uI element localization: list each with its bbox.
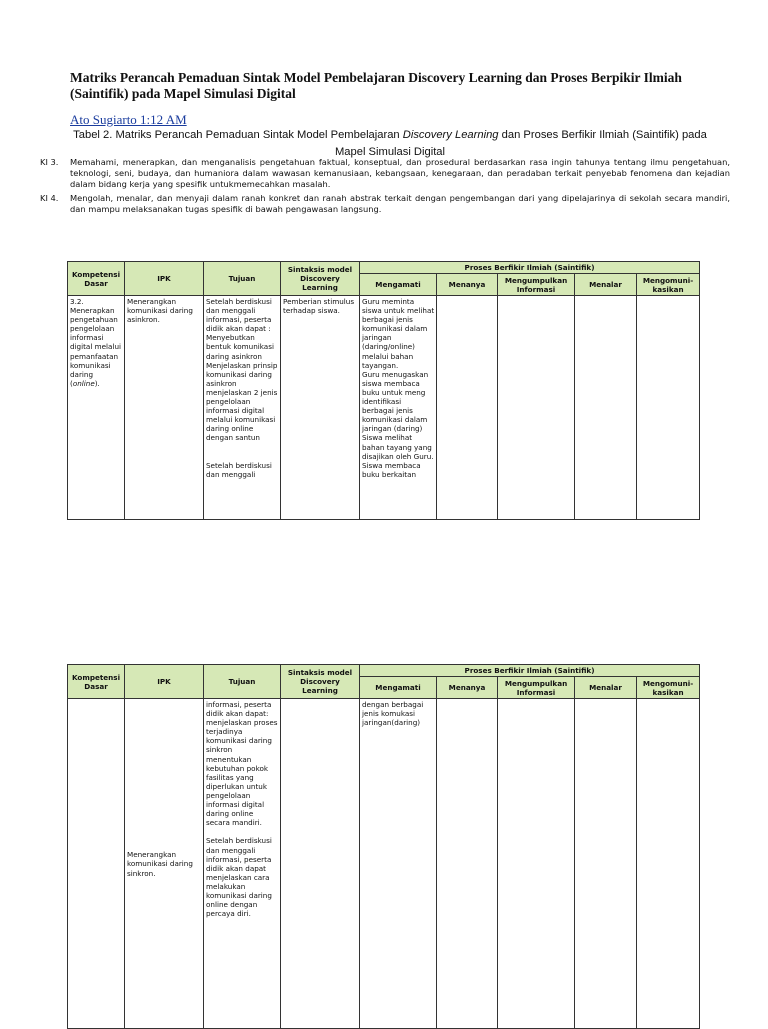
header-tujuan: Tujuan [204,665,281,699]
header-menanya: Menanya [437,274,498,296]
cell-kd [68,699,125,1029]
caption-part2: dan Proses Berfikir Ilmiah (Saintifik) pada Mapel Simulasi Digital [334,129,707,158]
cell-tujuan: informasi, peserta didik akan dapat: menjelaskan proses terjadinya komunikasi daring sinkron menentukan kebutuhan pokok fasilitas yang diperlukan untuk pengelolaan informasi digital daring online secara mandiri. Setelah berdiskusi dan menggali informasi, peserta didik akan dapat menjelaskan cara melakukan komunikasi daring online dengan percaya diri. [204,699,281,1029]
cell-ipk: Menerangkan komunikasi daring asinkron. [125,296,204,520]
header-proses: Proses Berfikir Ilmiah (Saintifik) [360,665,700,677]
cell-kd: 3.2. Menerapkan pengetahuan pengelolaan informasi digital melalui pemanfaatan komunikasi daring (online). [68,296,125,520]
header-ipk: IPK [125,262,204,296]
header-menalar: Menalar [575,274,637,296]
cell-sintaks [281,699,360,1029]
ki-code: KI 4. [40,193,59,203]
table-row [68,699,700,1029]
caption-part1: Tabel 2. Matriks Perancah Pemaduan Sintak Model Pembelajaran [73,129,403,141]
cell-menanya [437,296,498,520]
matrix-table-1 [67,261,700,520]
cell-mengomunikasikan [637,296,700,520]
header-sintaks: Sintaksis model Discovery Learning [281,665,360,699]
cell-sintaks: Pemberian stimulus terhadap siswa. [281,296,360,520]
cell-ipk: Menerangkan komunikasi daring sinkron. [125,699,204,1029]
table-row [68,296,700,520]
header-proses: Proses Berfikir Ilmiah (Saintifik) [360,262,700,274]
header-mengomunikasikan: Mengomuni-kasikan [637,677,700,699]
author-link[interactable]: Ato Sugiarto 1:12 AM [70,112,187,127]
header-menalar: Menalar [575,677,637,699]
header-mengamati: Mengamati [360,677,437,699]
cell-menanya [437,699,498,1029]
kd-italic: online [72,378,95,388]
caption-italic: Discovery Learning [402,129,499,141]
header-ipk: IPK [125,665,204,699]
header-menanya: Menanya [437,677,498,699]
header-mengumpulkan: Mengumpulkan Informasi [498,677,575,699]
cell-mengamati: Guru meminta siswa untuk melihat berbagai jenis komunikasi dalam jaringan (daring/online) melalui bahan tayangan. Guru menugaskan siswa membaca buku untuk meng identifikasi berbagai jenis komunikasi dalam jaringan (daring) Siswa melihat bahan tayang yang disajikan oleh Guru. Siswa membaca buku berkaitan [360,296,437,520]
header-tujuan: Tujuan [204,262,281,296]
ki-code: KI 3. [40,157,59,167]
header-sintaks: Sintaksis model Discovery Learning [281,262,360,296]
cell-mengamati: dengan berbagai jenis komukasi jaringan(daring) [360,699,437,1029]
table-caption [70,127,710,161]
ki-text: Memahami, menerapkan, dan menganalisis pengetahuan faktual, konseptual, dan prosedural berdasarkan rasa ingin tahunya tentang ilmu pengetahuan, teknologi, seni, budaya, dan humaniora dalam wawasan kemanusiaan, kebangsaan, kenegaraan, dan peradaban terkait penyebab fenomena dan kejadian dalam bidang kerja yang spesifik untukmemecahkan masalah. [70,157,730,189]
matrix-table-2 [67,664,700,1029]
header-mengamati: Mengamati [360,274,437,296]
cell-menalar [575,699,637,1029]
cell-mengumpulkan [498,699,575,1029]
cell-mengumpulkan [498,296,575,520]
document-title: Matriks Perancah Pemaduan Sintak Model Pembelajaran Discovery Learning dan Proses Berpikir Ilmiah (Saintifik) pada Mapel Simulasi Digital [70,70,682,101]
ki-3 [40,157,730,190]
header-mengomunikasikan: Mengomuni-kasikan [637,274,700,296]
ki-text: Mengolah, menalar, dan menyaji dalam ranah konkret dan ranah abstrak terkait dengan pengembangan dari yang dipelajarinya di sekolah secara mandiri, dan mampu melaksanakan tugas spesifik di bawah pengawasan langsung. [70,193,730,214]
header-kd: Kompetensi Dasar [68,262,125,296]
cell-tujuan: Setelah berdiskusi dan menggali informasi, peserta didik akan dapat : Menyebutkan bentuk komunikasi daring asinkron Menjelaskan prinsip komunikasi daring asinkron menjelaskan 2 jenis pengelolaan informasi digital melalui komunikasi daring online dengan santun Setelah berdiskusi dan menggali [204,296,281,520]
cell-menalar [575,296,637,520]
header-mengumpulkan: Mengumpulkan Informasi [498,274,575,296]
cell-mengomunikasikan [637,699,700,1029]
kd-text: 3.2. Menerapkan pengetahuan pengelolaan informasi digital melalui pemanfaatan komunikasi daring [70,297,121,379]
ki-4 [40,193,730,215]
header-kd: Kompetensi Dasar [68,665,125,699]
